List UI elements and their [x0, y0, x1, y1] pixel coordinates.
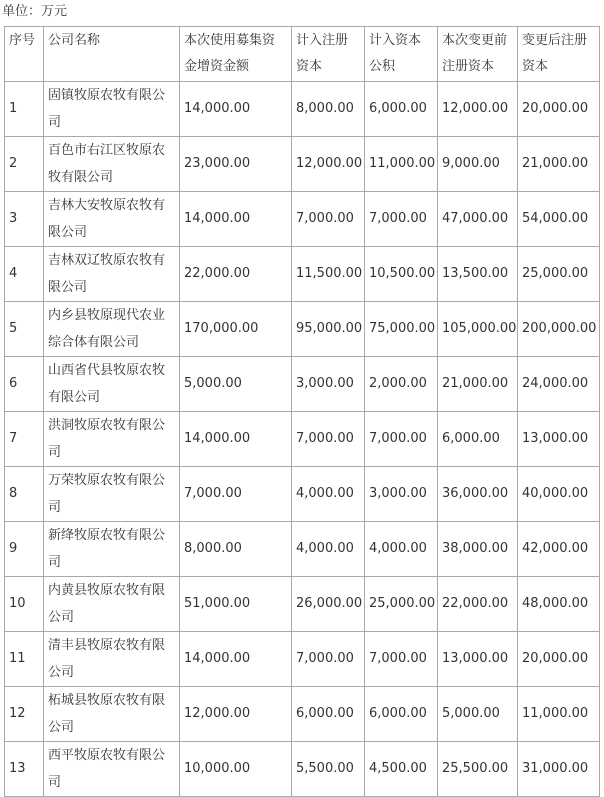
registered-capital-added: 6,000.00	[292, 687, 365, 742]
registered-capital-after: 11,000.00	[518, 687, 600, 742]
row-index: 11	[5, 632, 44, 687]
registered-capital-after: 25,000.00	[518, 247, 600, 302]
table-row	[5, 632, 600, 687]
company-name: 洪洞牧原农牧有限公司	[44, 412, 180, 467]
table-row	[5, 522, 600, 577]
row-index: 8	[5, 467, 44, 522]
registered-capital-before: 13,500.00	[438, 247, 518, 302]
capital-reserve-added: 11,000.00	[365, 137, 438, 192]
registered-capital-after: 20,000.00	[518, 82, 600, 137]
registered-capital-after: 200,000.00	[518, 302, 600, 357]
capital-reserve-added: 6,000.00	[365, 687, 438, 742]
capital-reserve-added: 10,500.00	[365, 247, 438, 302]
registered-capital-before: 36,000.00	[438, 467, 518, 522]
capital-reserve-added: 7,000.00	[365, 192, 438, 247]
registered-capital-added: 7,000.00	[292, 412, 365, 467]
company-name: 固镇牧原农牧有限公司	[44, 82, 180, 137]
table-row	[5, 357, 600, 412]
row-index: 1	[5, 82, 44, 137]
registered-capital-before: 105,000.00	[438, 302, 518, 357]
capital-increase-amount: 23,000.00	[180, 137, 292, 192]
registered-capital-added: 12,000.00	[292, 137, 365, 192]
table-row	[5, 247, 600, 302]
registered-capital-added: 26,000.00	[292, 577, 365, 632]
registered-capital-after: 48,000.00	[518, 577, 600, 632]
capital-reserve-added: 4,500.00	[365, 742, 438, 797]
capital-increase-table	[4, 26, 600, 797]
registered-capital-before: 38,000.00	[438, 522, 518, 577]
company-name: 吉林双辽牧原农牧有限公司	[44, 247, 180, 302]
row-index: 7	[5, 412, 44, 467]
header-cell: 计入资本公积	[365, 27, 438, 82]
capital-reserve-added: 75,000.00	[365, 302, 438, 357]
company-name: 山西省代县牧原农牧有限公司	[44, 357, 180, 412]
capital-reserve-added: 7,000.00	[365, 632, 438, 687]
registered-capital-added: 5,500.00	[292, 742, 365, 797]
registered-capital-added: 3,000.00	[292, 357, 365, 412]
row-index: 12	[5, 687, 44, 742]
table-row	[5, 467, 600, 522]
table-row	[5, 192, 600, 247]
company-name: 清丰县牧原农牧有限公司	[44, 632, 180, 687]
capital-increase-amount: 7,000.00	[180, 467, 292, 522]
header-cell: 公司名称	[44, 27, 180, 82]
registered-capital-after: 24,000.00	[518, 357, 600, 412]
table-row	[5, 137, 600, 192]
header-cell: 计入注册资本	[292, 27, 365, 82]
row-index: 13	[5, 742, 44, 797]
capital-increase-amount: 14,000.00	[180, 632, 292, 687]
registered-capital-added: 7,000.00	[292, 192, 365, 247]
registered-capital-added: 4,000.00	[292, 467, 365, 522]
table-row	[5, 82, 600, 137]
company-name: 吉林大安牧原农牧有限公司	[44, 192, 180, 247]
header-cell: 序号	[5, 27, 44, 82]
capital-increase-amount: 8,000.00	[180, 522, 292, 577]
registered-capital-after: 42,000.00	[518, 522, 600, 577]
registered-capital-after: 40,000.00	[518, 467, 600, 522]
company-name: 百色市右江区牧原农牧有限公司	[44, 137, 180, 192]
company-name: 内黄县牧原农牧有限公司	[44, 577, 180, 632]
capital-increase-amount: 22,000.00	[180, 247, 292, 302]
table-row	[5, 742, 600, 797]
header-row	[5, 27, 600, 82]
company-name: 内乡县牧原现代农业综合体有限公司	[44, 302, 180, 357]
capital-increase-amount: 170,000.00	[180, 302, 292, 357]
table-row	[5, 412, 600, 467]
header-cell: 变更后注册资本	[518, 27, 600, 82]
header-cell: 本次使用募集资金增资金额	[180, 27, 292, 82]
registered-capital-before: 47,000.00	[438, 192, 518, 247]
capital-reserve-added: 3,000.00	[365, 467, 438, 522]
registered-capital-added: 8,000.00	[292, 82, 365, 137]
capital-increase-amount: 5,000.00	[180, 357, 292, 412]
registered-capital-added: 95,000.00	[292, 302, 365, 357]
registered-capital-after: 31,000.00	[518, 742, 600, 797]
unit-label: 单位：万元	[2, 4, 68, 19]
registered-capital-after: 20,000.00	[518, 632, 600, 687]
capital-increase-amount: 12,000.00	[180, 687, 292, 742]
registered-capital-before: 5,000.00	[438, 687, 518, 742]
registered-capital-before: 13,000.00	[438, 632, 518, 687]
capital-reserve-added: 4,000.00	[365, 522, 438, 577]
table-row	[5, 687, 600, 742]
capital-increase-amount: 51,000.00	[180, 577, 292, 632]
registered-capital-added: 11,500.00	[292, 247, 365, 302]
row-index: 4	[5, 247, 44, 302]
capital-increase-amount: 14,000.00	[180, 192, 292, 247]
row-index: 3	[5, 192, 44, 247]
registered-capital-added: 7,000.00	[292, 632, 365, 687]
capital-reserve-added: 6,000.00	[365, 82, 438, 137]
table-row	[5, 302, 600, 357]
capital-reserve-added: 25,000.00	[365, 577, 438, 632]
table-row	[5, 577, 600, 632]
registered-capital-before: 22,000.00	[438, 577, 518, 632]
row-index: 9	[5, 522, 44, 577]
registered-capital-before: 25,500.00	[438, 742, 518, 797]
capital-increase-amount: 10,000.00	[180, 742, 292, 797]
company-name: 柘城县牧原农牧有限公司	[44, 687, 180, 742]
registered-capital-before: 6,000.00	[438, 412, 518, 467]
capital-reserve-added: 2,000.00	[365, 357, 438, 412]
company-name: 西平牧原农牧有限公司	[44, 742, 180, 797]
row-index: 2	[5, 137, 44, 192]
capital-increase-amount: 14,000.00	[180, 82, 292, 137]
capital-increase-amount: 14,000.00	[180, 412, 292, 467]
registered-capital-added: 4,000.00	[292, 522, 365, 577]
registered-capital-after: 13,000.00	[518, 412, 600, 467]
registered-capital-before: 21,000.00	[438, 357, 518, 412]
registered-capital-after: 21,000.00	[518, 137, 600, 192]
row-index: 6	[5, 357, 44, 412]
capital-reserve-added: 7,000.00	[365, 412, 438, 467]
header-cell: 本次变更前注册资本	[438, 27, 518, 82]
row-index: 10	[5, 577, 44, 632]
company-name: 万荣牧原农牧有限公司	[44, 467, 180, 522]
registered-capital-before: 9,000.00	[438, 137, 518, 192]
company-name: 新绛牧原农牧有限公司	[44, 522, 180, 577]
registered-capital-after: 54,000.00	[518, 192, 600, 247]
row-index: 5	[5, 302, 44, 357]
registered-capital-before: 12,000.00	[438, 82, 518, 137]
